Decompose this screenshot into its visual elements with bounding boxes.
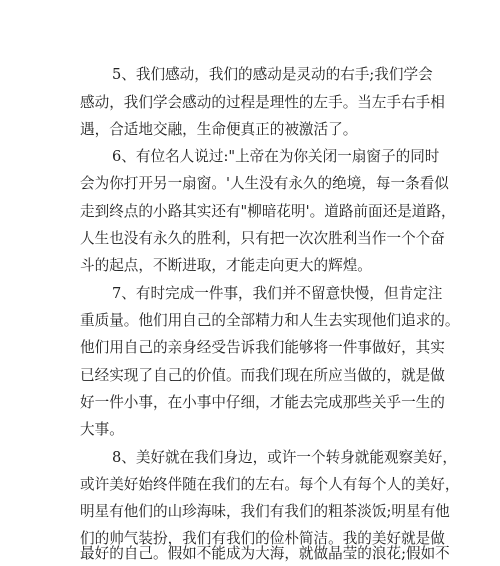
paragraph-line: 们的帅气装扮，我们有我们的俭朴简洁。我的美好就是做 [80,530,445,547]
paragraph-line: 会为你打开另一扇窗。'人生没有永久的绝境，每一条看似 [80,175,449,192]
paragraph-line: 感动，我们学会感动的过程是理性的左手。当左手右手相 [80,94,445,111]
paragraph-line: 或许美好始终伴随在我们的左右。每个人有每个人的美好， [80,476,460,493]
paragraph-line: 明星有他们的山珍海味，我们有我们的粗茶淡饭;明星有他 [80,503,450,520]
paragraph-line: 8、美好就在我们身边，或许一个转身就能观察美好， [112,449,457,466]
paragraph-line: 他们用自己的亲身经受告诉我们能够将一件事做好，其实 [80,339,445,356]
paragraph-line: 大事。 [80,421,124,438]
paragraph-line: 斗的起点，不断进取，才能走向更大的辉煌。 [80,257,372,274]
paragraph-line: 遇，合适地交融，生命便真正的被激活了。 [80,121,358,138]
paragraph-line: 走到终点的小路其实还有"柳暗花明'。道路前面还是道路， [80,203,456,220]
paragraph-line: 已经实现了自己的价值。而我们现在所应当做的，就是做 [80,367,445,384]
paragraph-line: 好一件小事，在小事中仔细，才能去完成那些关乎一生的 [80,394,445,411]
paragraph-line: 人生也没有永久的胜利，只有把一次次胜利当作一个个奋 [80,230,445,247]
paragraph-line: 6、有位名人说过:"上帝在为你关闭一扇窗子的同时 [112,148,440,165]
paragraph-line: 5、我们感动，我们的感动是灵动的右手;我们学会 [112,66,433,83]
paragraph-line: 7、有时完成一件事，我们并不留意快慢，但肯定注 [112,285,443,302]
paragraph-line: 重质量。他们用自己的全部精力和人生去实现他们追求的。 [80,312,460,329]
paragraph-line: 最好的自己。假如不能成为大海，就做晶莹的浪花;假如不 [80,545,450,562]
